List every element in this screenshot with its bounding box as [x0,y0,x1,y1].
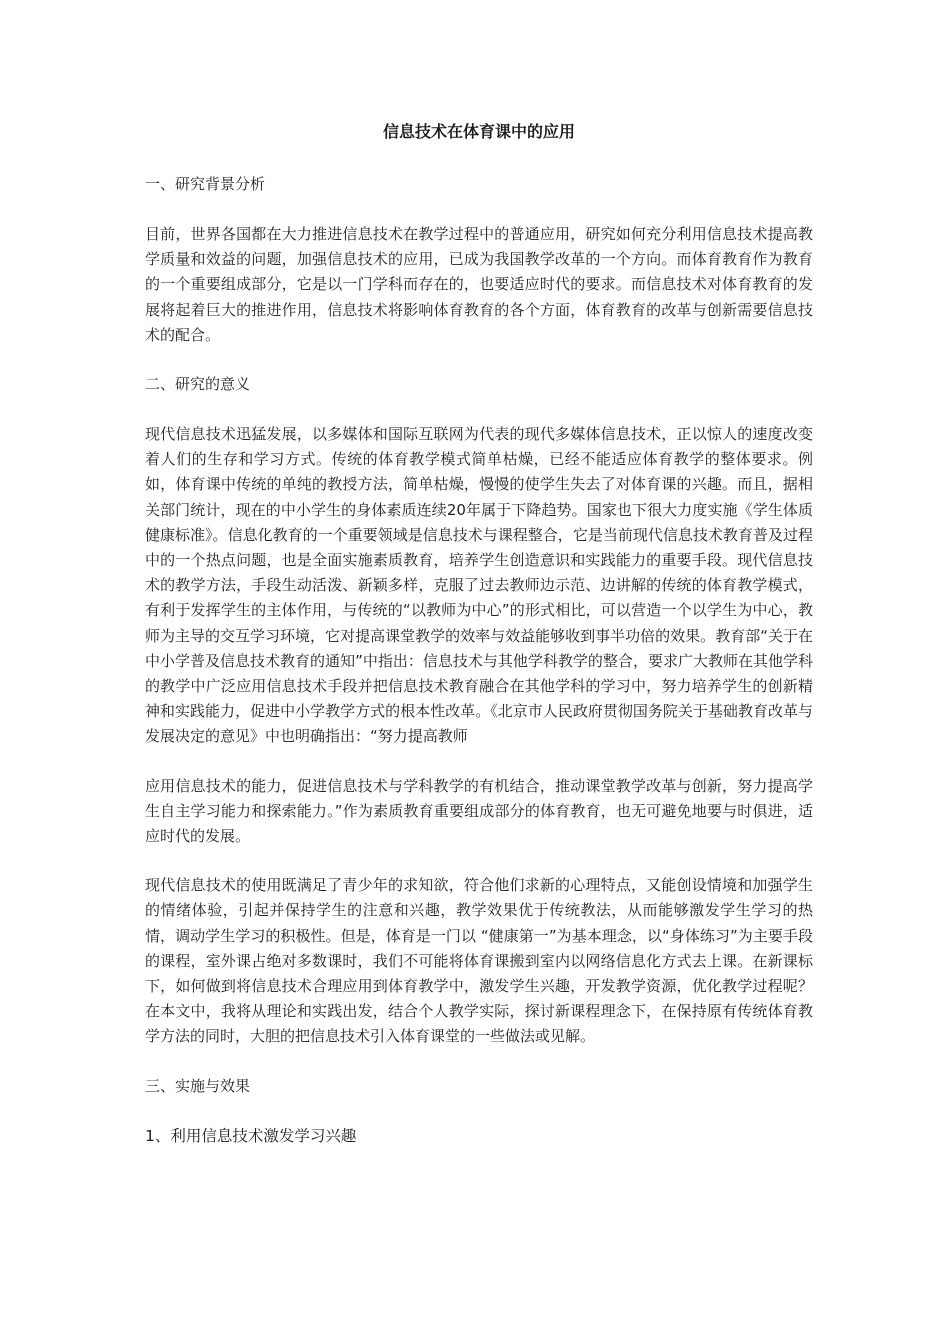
section-heading-implementation: 三、实施与效果 [145,1076,251,1095]
section-heading-significance: 二、研究的意义 [145,375,251,394]
paragraph-background: 目前，世界各国都在大力推进信息技术在教学过程中的普通应用，研究如何充分利用信息技术提高教学质量和效益的问题，加强信息技术的应用，已成为我国教学改革的一个方向。而体育教育作为教育的一个重要组成部分，它是以一门学科而存在的，也要适应时代的要求。而信息技术对体育教育的发展将起着巨大的推进作用，信息技术将影响体育教育的各个方面，体育教育的改革与创新需要信息技术的配合。 [145,225,813,344]
paragraph-significance-3: 现代信息技术的使用既满足了青少年的求知欲，符合他们求新的心理特点，又能创设情境和加强学生的情绪体验，引起并保持学生的注意和兴趣，教学效果优于传统教法，从而能够激发学生学习的热情，调动学生学习的积极性。但是，体育是一门以 “健康第一”为基本理念，以“身体练习”为主要手段的课程，室外课占绝对多数课时，我们不可能将体育课搬到室内以网络信息化方式去上课。在新课标下，如何做到将信息技术合理应用到体育教学中，激发学生兴趣，开发教学资源，优化教学过程呢？在本文中，我将从理论和实践出发，结合个人教学实际，探讨新课程理念下，在保持原有传统体育教学方法的同时，大胆的把信息技术引入体育课堂的一些做法或见解。 [145,876,813,1046]
paragraph-significance-1: 现代信息技术迅猛发展，以多媒体和国际互联网为代表的现代多媒体信息技术，正以惊人的速度改变着人们的生存和学习方式。传统的体育教学模式简单枯燥，已经不能适应体育教学的整体要求。例如，体育课中传统的单纯的教授方法，简单枯燥，慢慢的使学生失去了对体育课的兴趣。而且，据相关部门统计，现在的中小学生的身体素质连续20年属于下降趋势。国家也下很大力度实施《学生体质健康标准》。信息化教育的一个重要领域是信息技术与课程整合，它是当前现代信息技术教育普及过程中的一个热点问题，也是全面实施素质教育，培养学生创造意识和实践能力的重要手段。现代信息技术的教学方法，手段生动活泼、新颖多样，克服了过去教师边示范、边讲解的传统的体育教学模式，有利于发挥学生的主体作用，与传统的“以教师为中心”的形式相比，可以营造一个以学生为中心，教师为主导的交互学习环境，它对提高课堂教学的效率与效益能够收到事半功倍的效果。教育部“关于在中小学普及信息技术教育的通知”中指出：信息技术与其他学科教学的整合，要求广大教师在其他学科的教学中广泛应用信息技术手段并把信息技术教育融合在其他学科的学习中，努力培养学生的创新精神和实践能力，促进中小学教学方式的根本性改革。《北京市人民政府贯彻国务院关于基础教育改革与发展决定的意见》中也明确指出：“努力提高教师 [145,425,813,746]
subsection-heading: 1、利用信息技术激发学习兴趣 [145,1126,357,1145]
paragraph-significance-2: 应用信息技术的能力，促进信息技术与学科教学的有机结合，推动课堂教学改革与创新，努力提高学生自主学习能力和探索能力。”作为素质教育重要组成部分的体育教育，也无可避免地要与时俱进，适应时代的发展。 [145,776,813,846]
section-heading-background: 一、研究背景分析 [145,175,266,193]
document-title: 信息技术在体育课中的应用 [382,122,575,141]
document-page [145,120,813,1149]
